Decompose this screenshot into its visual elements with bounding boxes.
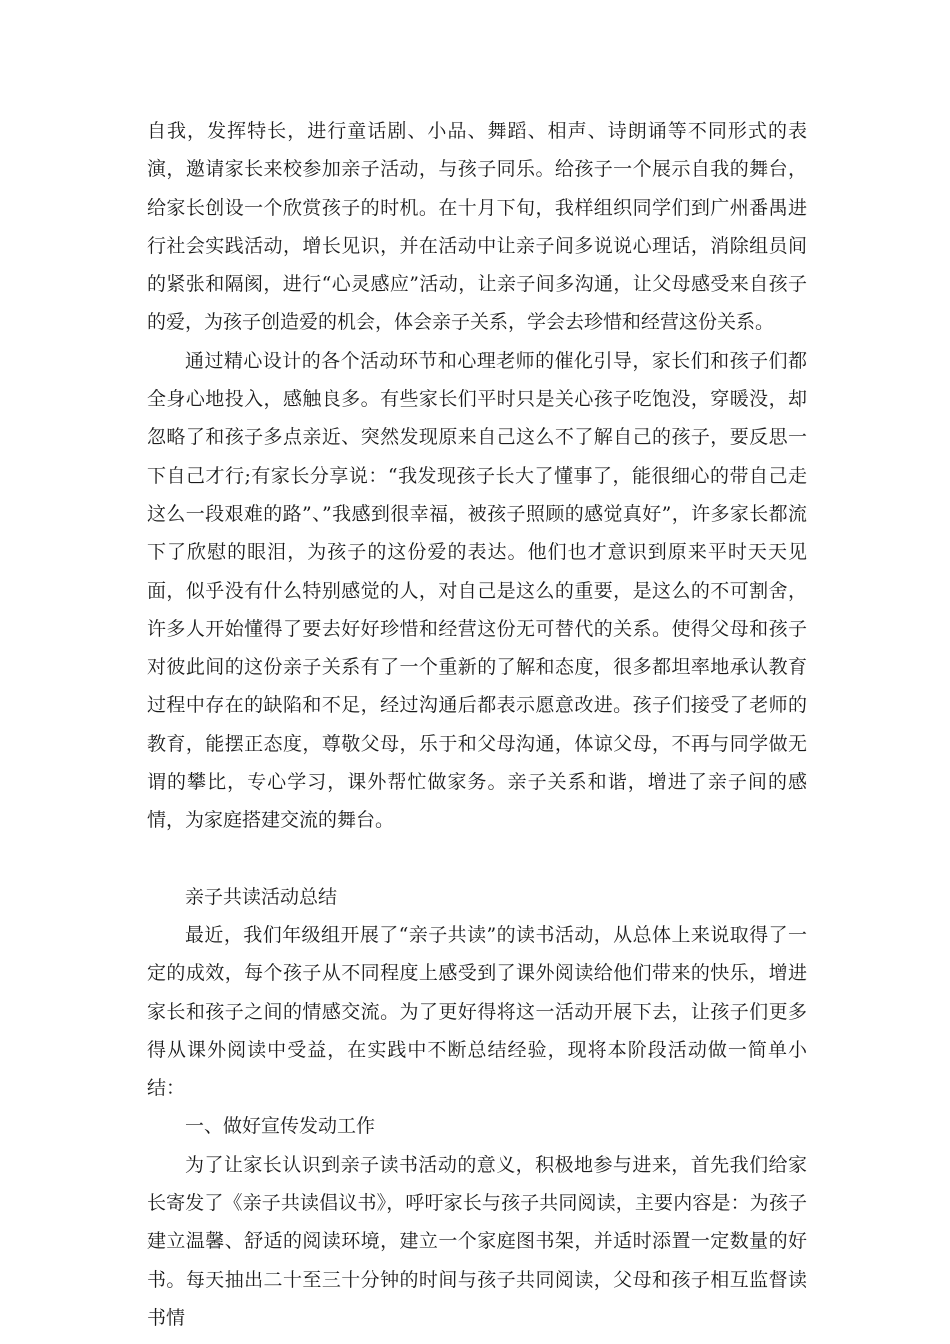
paragraph-continuation: 自我，发挥特长，进行童话剧、小品、舞蹈、相声、诗朗诵等不同形式的表演，邀请家长来校参加亲子活动，与孩子同乐。给孩子一个展示自我的舞台，给家长创设一个欣赏孩子的时机。在十月下旬，我样组织同学们到广州番禺进行社会实践活动，增长见识，并在活动中让亲子间多说说心理话，消除组员间的紧张和隔阂，进行“心灵感应”活动，让亲子间多沟通，让父母感受来自孩子的爱，为孩子创造爱的机会，体会亲子关系，学会去珍惜和经营这份关系。 — [147, 120, 807, 334]
section-spacer — [147, 840, 807, 878]
paragraph-publicity: 为了让家长认识到亲子读书活动的意义，积极地参与进来，首先我们给家长寄发了《亲子共读倡议书》，呼吁家长与孩子共同阅读，主要内容是：为孩子建立温馨、舒适的阅读环境，建立一个家庭图书架，并适时添置一定数量的好书。每天抽出二十至三十分钟的时间与孩子共同阅读，父母和孩子相互监督读书情 — [147, 1153, 807, 1329]
subheading-publicity: 一、做好宣传发动工作 — [185, 1115, 376, 1138]
paragraph-reflection: 通过精心设计的各个活动环节和心理老师的催化引导，家长们和孩子们都全身心地投入，感触良多。有些家长们平时只是关心孩子吃饱没，穿暖没，却忽略了和孩子多点亲近、突然发现原来自己这么不了解自己的孩子，要反思一下自己才行;有家长分享说：“我发现孩子长大了懂事了，能很细心的带自己走这么一段艰难的路”、”我感到很幸福，被孩子照顾的感觉真好”，许多家长都流下了欣慰的眼泪，为孩子的这份爱的表达。他们也才意识到原来平时天天见面，似乎没有什么特别感觉的人，对自己是这么的重要，是这么的不可割舍，许多人开始懂得了要去好好珍惜和经营这份无可替代的关系。使得父母和孩子对彼此间的这份亲子关系有了一个重新的了解和态度，很多都坦率地承认教育过程中存在的缺陷和不足，经过沟通后都表示愿意改进。孩子们接受了老师的教育，能摆正态度，尊敬父母，乐于和父母沟通，体谅父母，不再与同学做无谓的攀比，专心学习，课外帮忙做家务。亲子关系和谐，增进了亲子间的感情，为家庭搭建交流的舞台。 — [147, 349, 807, 832]
document-body — [147, 112, 807, 1337]
section-title: 亲子共读活动总结 — [185, 885, 338, 908]
paragraph-intro: 最近，我们年级组开展了“亲子共读”的读书活动，从总体上来说取得了一定的成效，每个孩子从不同程度上感受到了课外阅读给他们带来的快乐，增进家长和孩子之间的情感交流。为了更好得将这一活动开展下去，让孩子们更多得从课外阅读中受益，在实践中不断总结经验，现将本阶段活动做一简单小结： — [147, 923, 807, 1100]
